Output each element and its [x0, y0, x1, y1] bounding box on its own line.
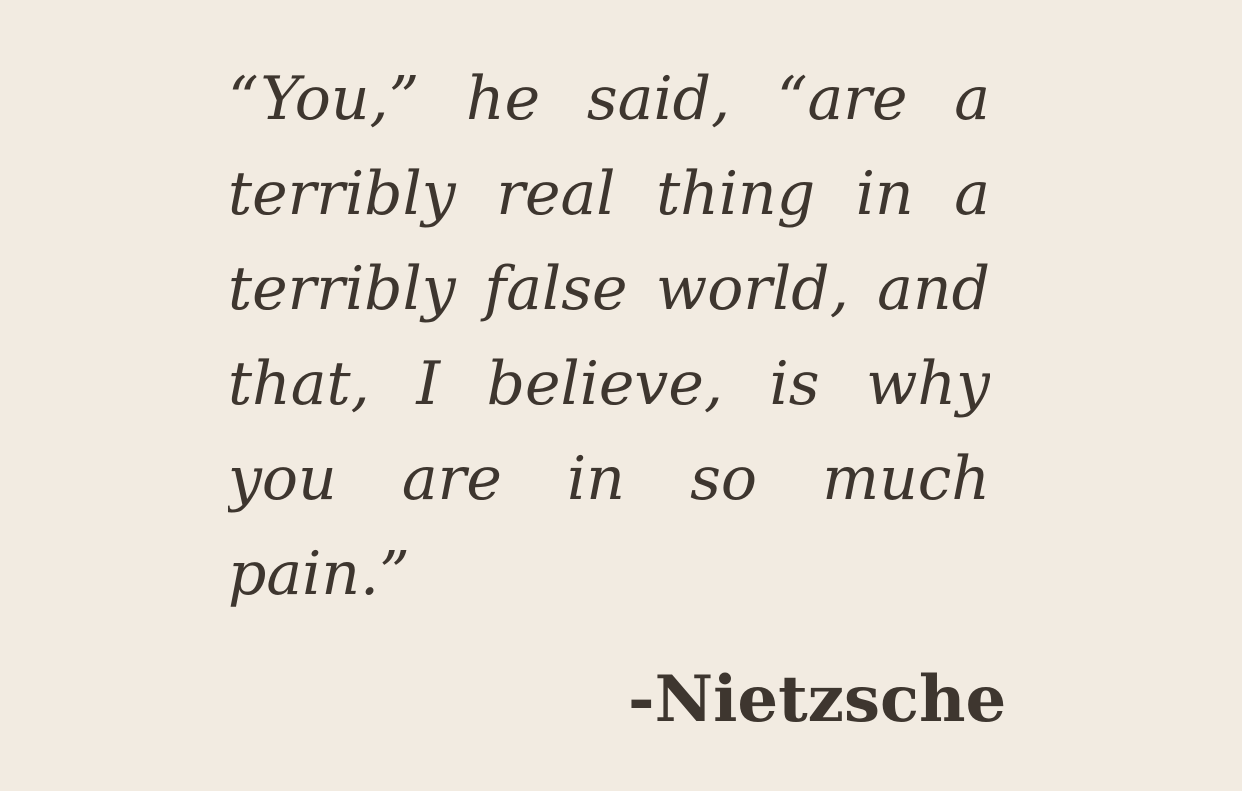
quote-line: terribly false world, and: [228, 254, 990, 324]
quote-line: terribly real thing in a: [228, 159, 990, 229]
quote-line: pain.”: [228, 539, 410, 609]
quote-text: [228, 52, 990, 622]
quote-line: that, I believe, is why: [228, 349, 990, 419]
quote-line: “You,” he said, “are a: [228, 64, 990, 134]
quote-line: you are in so much: [228, 444, 990, 514]
quote-attribution: -Nietzsche: [628, 662, 1007, 737]
